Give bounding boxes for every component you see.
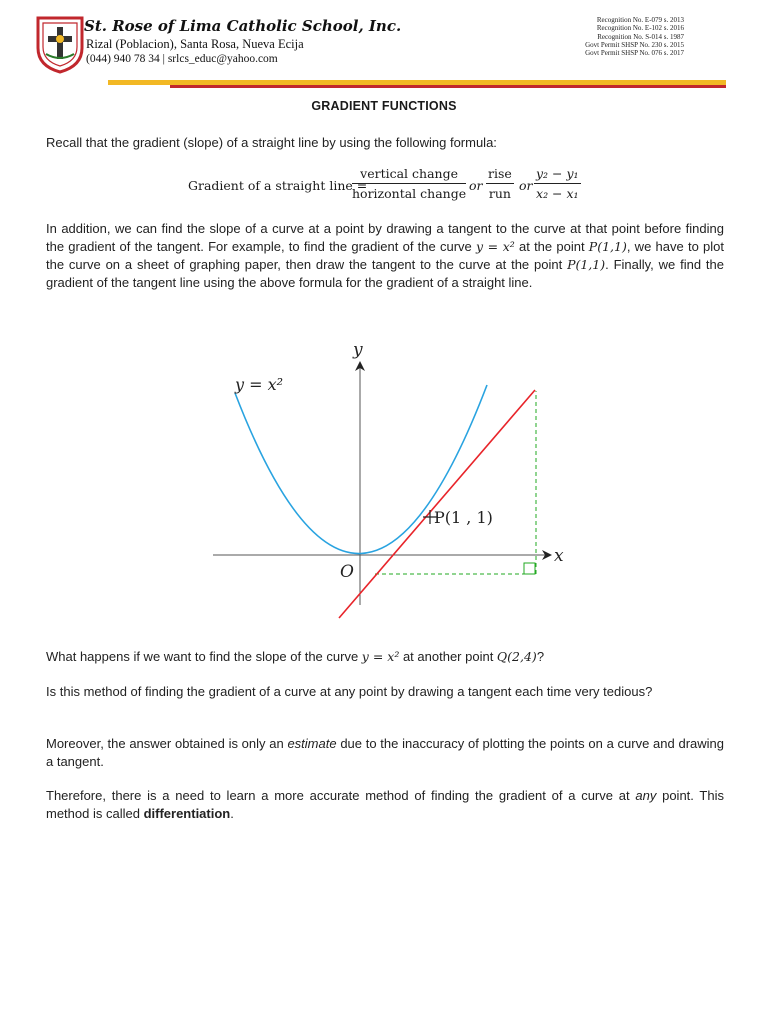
estimate-paragraph — [46, 735, 724, 771]
x-axis-label: x — [554, 546, 564, 566]
recognition-item: Recognition No. E-102 s. 2016 — [596, 24, 684, 33]
differentiation-paragraph — [46, 787, 724, 823]
origin-label: O — [340, 562, 354, 582]
school-contact: (044) 940 78 34 | srlcs_educ@yahoo.com — [86, 53, 278, 65]
formula-or: or — [519, 178, 533, 193]
fraction-denominator: x₂ − x₁ — [536, 186, 579, 201]
gradient-formula — [0, 164, 768, 208]
school-address: Rizal (Poblacion), Santa Rosa, Nueva Ecija — [86, 37, 304, 51]
emphasis-text: estimate — [287, 736, 337, 751]
text-run: , we have to plot the curve on a sheet of graphing paper, then draw the tangent to the curve at the point — [46, 239, 724, 272]
text-run: In addition, we can find the slope of a curve at a point by drawing a tangent to the curve at that point before finding the gradient of the tangent. For example, to find the gradient of the curve — [46, 221, 724, 254]
text-run: Moreover, the answer obtained is only an — [46, 736, 288, 751]
fraction-change — [352, 166, 466, 201]
fraction-numerator: vertical change — [352, 166, 466, 184]
intro-paragraph: Recall that the gradient (slope) of a straight line by using the following formula: — [46, 135, 497, 150]
recognition-list — [514, 16, 684, 57]
fraction-numerator: rise — [486, 166, 514, 184]
text-run: What happens if we want to find the slope of the curve — [46, 649, 362, 664]
formula-lead: Gradient of a straight line = — [188, 178, 368, 193]
point-label: P(1 , 1) — [434, 508, 493, 527]
question-another-point — [46, 648, 724, 666]
math-expression: Q(2,4) — [496, 649, 537, 664]
header-rule-red — [170, 85, 726, 88]
text-run: at another point — [399, 649, 497, 664]
recognition-item: Recognition No. S-014 s. 1987 — [597, 32, 684, 41]
recognition-item: Recognition No. E-079 s. 2013 — [596, 16, 684, 24]
text-run: due to the inaccuracy of plotting the points on a curve and drawing a tangent. — [46, 736, 724, 769]
school-seal-icon — [34, 14, 86, 74]
fraction-coordinates — [534, 166, 581, 201]
recognition-item: Govt Permit SHSP No. 076 s. 2017 — [585, 49, 684, 58]
text-run: ? — [536, 649, 545, 664]
tangent-line — [339, 390, 535, 618]
math-expression: P(1,1) — [567, 257, 606, 272]
emphasis-text: any — [635, 788, 657, 803]
right-angle-marker — [524, 563, 535, 574]
fraction-numerator: y₂ − y₁ — [534, 166, 581, 184]
text-run: . Finally, we find the gradient of the tangent line using the above formula for the gradient of a straight line. — [46, 257, 725, 290]
math-expression: y = x² — [475, 239, 515, 254]
fraction-denominator: horizontal change — [352, 186, 467, 201]
text-run: at the point — [514, 239, 589, 254]
question-tedious: Is this method of finding the gradient of a curve at any point by drawing a tangent each time very tedious? — [46, 684, 653, 699]
tangent-paragraph — [46, 220, 724, 292]
math-expression: P(1,1) — [588, 239, 627, 254]
formula-or: or — [469, 178, 483, 193]
parabola-curve — [235, 385, 487, 554]
math-expression: y = x² — [361, 649, 400, 664]
y-axis-label: y — [353, 340, 363, 360]
fraction-rise-run — [486, 166, 514, 201]
page-title: GRADIENT FUNCTIONS — [311, 99, 457, 113]
curve-label: y = x² — [235, 375, 284, 394]
school-name: St. Rose of Lima Catholic School, Inc. — [84, 17, 402, 35]
key-term: differentiation — [143, 806, 231, 821]
letterhead — [0, 0, 768, 90]
fraction-denominator: run — [488, 186, 511, 201]
text-run: Therefore, there is a need to learn a more accurate method of finding the gradient of a curve at — [46, 788, 636, 803]
tangent-graph — [205, 333, 575, 623]
text-run: point. This method is called — [46, 788, 724, 821]
recognition-item: Govt Permit SHSP No. 230 s. 2015 — [585, 40, 684, 49]
text-run: . — [230, 806, 234, 821]
